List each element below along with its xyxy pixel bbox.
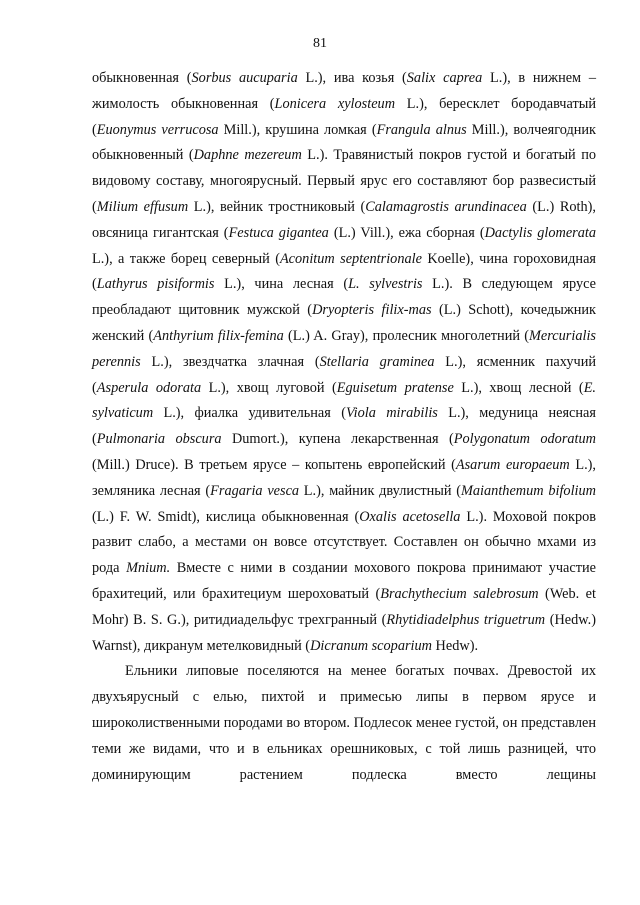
species-name: Aconitum septentrionale: [279, 250, 422, 267]
text-run: L.), чина лесная (: [214, 276, 349, 293]
text-run: L.), хвощ луговой (: [201, 379, 337, 396]
species-name: Dactylis glomerata: [484, 224, 597, 241]
text-run: Mill.), крушина ломкая (: [218, 121, 377, 138]
species-name: Euonymus verrucosa: [96, 121, 219, 138]
text-run: L.), в нижнем – жимолость обыкновенная (: [92, 70, 596, 112]
species-name: Milium effusum: [96, 198, 189, 215]
text-run: Вместе с ними в создании мохового покрова принимают участие брахитеций, или брахитециум шероховатый (: [92, 560, 596, 602]
paragraph: [92, 66, 596, 659]
species-name: Brachythecium salebrosum: [380, 585, 539, 602]
paragraph: [92, 659, 596, 788]
species-name: Anthyrium filix-femina: [153, 327, 284, 344]
species-name: Polygonatum odoratum: [453, 431, 596, 448]
text-run: обыкновенная (: [92, 70, 192, 86]
text-run: Dumort.), купена лекарственная (: [221, 431, 454, 448]
species-name: Festuca gigantea: [228, 224, 329, 241]
text-run: L.), ясменник пахучий (: [92, 353, 596, 396]
text-run: (L.) Schott), кочедыжник женский (: [92, 302, 596, 344]
text-run: (L.) Vill.), ежа сборная (: [328, 224, 485, 241]
text-run: L.). В следующем ярусе преобладают щитовник мужской (: [92, 276, 596, 319]
species-name: Frangula alnus: [376, 121, 467, 138]
species-name: Stellaria graminea: [319, 353, 435, 370]
species-name: E. sylvaticum: [92, 379, 596, 422]
species-name: Mnium.: [126, 560, 171, 577]
species-name: Oxalis acetosella: [359, 508, 461, 525]
species-name: Dryopteris filix-mas: [312, 302, 432, 319]
text-run: Hedw).: [431, 637, 479, 654]
species-name: Sorbus aucuparia: [191, 70, 298, 86]
text-run: L.), медуница неясная (: [92, 405, 596, 448]
text-run: Koelle), чина гороховидная (: [92, 250, 596, 293]
text-run: L.), бересклет бородавчатый (: [92, 95, 596, 138]
text-run: L.), ива козья (: [297, 70, 407, 86]
text-run: L.), вейник тростниковый (: [188, 198, 366, 215]
species-name: Lonicera xylosteum: [274, 95, 396, 112]
text-run: L.). Травянистый покров густой и богатый по видовому составу, многоярусный. Первый ярус его составляют бор развесистый (: [92, 147, 596, 215]
text-run: (Mill.) Druce). В третьем ярусе – копытень европейский (: [92, 456, 456, 473]
species-name: L. sylvestris: [348, 276, 423, 293]
body-text: [92, 66, 596, 788]
text-run: L.), а также борец северный (: [92, 250, 280, 267]
text-run: L.), хвощ лесной (: [453, 379, 584, 396]
text-run: Ельники липовые поселяются на менее богатых почвах. Древостой их двухъярусный с елью, пихтой и примесью липы в первом ярусе и широколиственными породами во втором. Подлесок менее густой, он представлен теми же видами, что и в ельниках орешниковых, с той лишь разницей, что доминирующим растением подлеска вместо лещины: [92, 663, 596, 783]
species-name: Salix caprea: [406, 70, 483, 86]
species-name: Viola mirabilis: [345, 405, 438, 422]
text-run: L.), майник двулистный (: [299, 482, 461, 499]
species-name: Calamagrostis arundinacea: [365, 198, 527, 215]
species-name: Lathyrus pisiformis: [96, 276, 215, 293]
species-name: Fragaria vesca: [210, 482, 300, 499]
text-run: L.), земляника лесная (: [92, 456, 596, 499]
species-name: Daphne mezereum: [193, 147, 302, 164]
species-name: Maianthemum bifolium: [461, 482, 596, 499]
page-number: 81: [313, 36, 327, 51]
species-name: Asperula odorata: [96, 379, 202, 396]
text-run: (Hedw.) Warnst), дикранум метелковидный (: [92, 611, 596, 654]
text-run: (Web. et Mohr) B. S. G.), ритидиадельфус трехгранный (: [92, 585, 596, 628]
text-run: Mill.), волчеягодник обыкновенный (: [92, 121, 596, 164]
species-name: Rhytidiadelphus triguetrum: [386, 611, 546, 628]
species-name: Eguisetum pratense: [336, 379, 454, 396]
text-run: L.), фиалка удивительная (: [153, 405, 346, 422]
text-run: (L.) Roth), овсяница гигантская (: [92, 198, 596, 241]
species-name: Mercurialis perennis: [92, 327, 596, 370]
text-run: (L.) A. Gray), пролесник многолетний (: [283, 327, 529, 344]
text-run: (L.) F. W. Smidt), кислица обыкновенная (: [92, 508, 360, 525]
text-run: L.). Моховой покров развит слабо, а местами он вовсе отсутствует. Составлен он обычно мхами из рода: [92, 508, 597, 577]
species-name: Dicranum scoparium: [310, 637, 432, 654]
species-name: Pulmonaria obscura: [96, 431, 222, 448]
text-run: L.), звездчатка злачная (: [140, 353, 320, 370]
species-name: Asarum europaeum: [455, 456, 570, 473]
